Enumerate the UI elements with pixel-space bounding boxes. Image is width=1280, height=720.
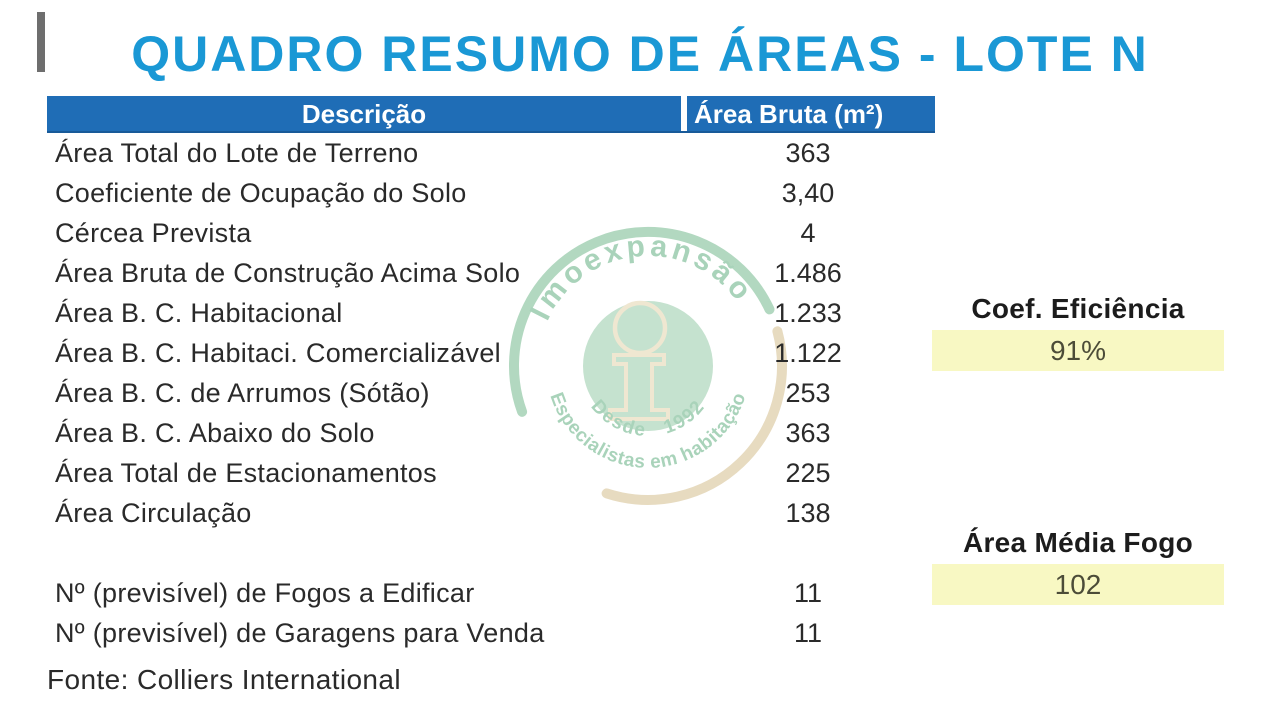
table-row: [47, 333, 935, 373]
areas-summary-table: [47, 96, 935, 653]
table-row: [47, 373, 935, 413]
watermark-brand-arc-text: Imoexpansão: [523, 229, 761, 326]
row-value: 11: [793, 577, 823, 608]
table-row: [47, 293, 935, 333]
row-label: Cércea Prevista: [55, 217, 252, 248]
page-title: QUADRO RESUMO DE ÁREAS - LOTE N: [131, 26, 1149, 82]
area-media-fogo-heading: Área Média Fogo: [962, 527, 1194, 558]
table-row: [47, 453, 935, 493]
row-value: 11: [793, 617, 823, 648]
row-label: Área Total do Lote de Terreno: [55, 137, 419, 168]
row-label: Área B. C. Habitacional: [55, 297, 343, 328]
row-label: Área Bruta de Construção Acima Solo: [55, 257, 521, 288]
table-row: [47, 613, 935, 653]
row-value: 1.122: [774, 337, 842, 368]
row-label: Nº (previsível) de Garagens para Venda: [55, 617, 545, 648]
table-row: [47, 493, 935, 533]
watermark-tagline-arc-text: Especialistas em habitação: [545, 389, 751, 473]
table-row: [47, 573, 935, 613]
table-row: [47, 413, 935, 453]
row-label: Área Total de Estacionamentos: [55, 457, 437, 488]
row-value: 363: [785, 137, 831, 168]
coef-eficiencia-value-box: 91%: [932, 330, 1224, 371]
row-label: Área B. C. de Arrumos (Sótão): [55, 377, 430, 408]
table-row: [47, 213, 935, 253]
row-value: 138: [785, 497, 831, 528]
row-value: 1.486: [774, 257, 842, 288]
table-row-spacer: [47, 533, 935, 573]
table-header-row: [47, 96, 935, 133]
row-label: Área Circulação: [55, 497, 252, 528]
coef-eficiencia-heading: Coef. Eficiência: [971, 293, 1185, 324]
table-row: [47, 133, 935, 173]
column-header-area-bruta: Área Bruta (m²): [687, 96, 935, 133]
row-value: 4: [800, 217, 816, 248]
row-label: Coeficiente de Ocupação do Solo: [55, 177, 467, 208]
source-text: Fonte: Colliers International: [47, 664, 401, 695]
row-label: Nº (previsível) de Fogos a Edificar: [55, 577, 475, 608]
row-label: Área B. C. Abaixo do Solo: [55, 417, 375, 448]
column-header-descricao: Descrição: [47, 96, 681, 133]
table-row: [47, 253, 935, 293]
row-value: 363: [785, 417, 831, 448]
table-row: [47, 173, 935, 213]
area-media-fogo-value-box: 102: [932, 564, 1224, 605]
row-value: 253: [785, 377, 831, 408]
row-value: 1.233: [774, 297, 842, 328]
row-label: Área B. C. Habitaci. Comercializável: [55, 337, 501, 368]
row-value: 225: [785, 457, 831, 488]
row-value: 3,40: [781, 177, 835, 208]
watermark-since-arc-text: Desde 1992: [586, 395, 710, 442]
